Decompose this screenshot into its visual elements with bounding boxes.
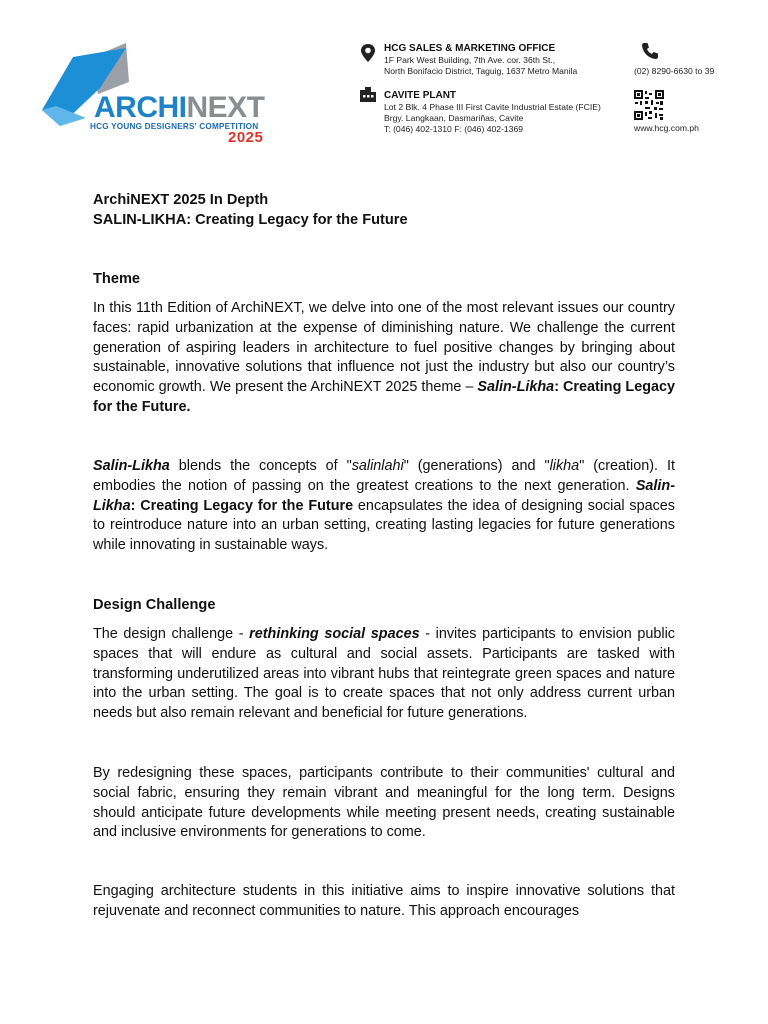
challenge-heading: Design Challenge	[93, 597, 216, 613]
sales-office-block	[384, 43, 577, 77]
theme-emphasis: Salin-Likha	[477, 379, 555, 396]
phone-icon	[640, 41, 660, 61]
challenge-paragraph-1: The design challenge - rethinking social spaces - invites participants to envision public spaces that will endure as cultural and social assets. Participants are tasked with transforming underutilized areas into vibrant hubs that reintegrate green spaces and nature into the urban setting. The goal is to create spaces that not only address current urban needs but also remain relevant and beneficial for future generations.	[93, 626, 675, 722]
challenge-emphasis: rethinking social spaces	[249, 626, 420, 642]
factory-icon	[359, 86, 377, 103]
plant-block	[384, 90, 601, 135]
challenge-paragraph-2: By redesigning these spaces, participants contribute to their communities' cultural and social fabric, ensuring they remain vibrant and meaningful for the long term. Designs should anticipate future developments while meeting present needs, creating sustainable and inclusive environments for generations to come.	[93, 765, 675, 841]
title-line-2: SALIN-LIKHA: Creating Legacy for the Future	[93, 211, 408, 228]
plant-address-2: Brgy. Langkaan, Dasmariñas, Cavite	[384, 113, 524, 123]
logo-year: 2025	[228, 129, 264, 146]
sales-office-address-2: North Bonifacio District, Taguig, 1637 Metro Manila	[384, 66, 578, 76]
logo-subtitle: HCG YOUNG DESIGNERS' COMPETITION	[90, 122, 259, 131]
logo-wordmark: ARCHINEXT	[94, 91, 265, 124]
plant-title: CAVITE PLANT	[384, 90, 457, 101]
theme-heading: Theme	[93, 271, 141, 287]
plant-address-1: Lot 2 Blk. 4 Phase III First Cavite Industrial Estate (FCIE)	[384, 102, 601, 112]
qr-code-icon	[634, 90, 664, 120]
challenge-paragraph-3: Engaging architecture students in this initiative aims to inspire innovative solutions that rejuvenate and reconnect communities to nature. This approach encourages	[93, 883, 675, 919]
phone-number: (02) 8290-6630 to 39	[634, 66, 715, 76]
archinext-logo	[40, 40, 275, 150]
website-url: www.hcg.com.ph	[634, 123, 699, 133]
theme-paragraph-1: In this 11th Edition of ArchiNEXT, we delve into one of the most relevant issues our country faces: rapid urbanization at the expense of diminishing nature. We challenge the current generation of aspiring leaders in architecture to fuel positive changes by bringing about sustainable, innovative solutions that influence not just the industry but also our country’s economic growth. We present the ArchiNEXT 2025 theme – Salin-Likha: Creating Legacy for the Future.	[93, 300, 675, 415]
sales-office-address-1: 1F Park West Building, 7th Ave. cor. 36th St.,	[384, 55, 556, 65]
title-line-1: ArchiNEXT 2025 In Depth	[93, 192, 269, 208]
theme-paragraph-2: Salin-Likha blends the concepts of "salinlahi" (generations) and "likha" (creation). It embodies the notion of passing on the greatest creations to the next generation. Salin-Likha: Creating Legacy for the Future encapsulates the idea of designing social spaces to reintroduce nature into an urban setting, creating lasting legacies for future generations while innovating in sustainable ways.	[93, 458, 675, 554]
location-pin-icon	[360, 43, 376, 63]
plant-phone-fax: T: (046) 402-1310 F: (046) 402-1369	[384, 124, 524, 134]
sales-office-title: HCG SALES & MARKETING OFFICE	[384, 43, 556, 54]
document-title	[93, 191, 675, 231]
